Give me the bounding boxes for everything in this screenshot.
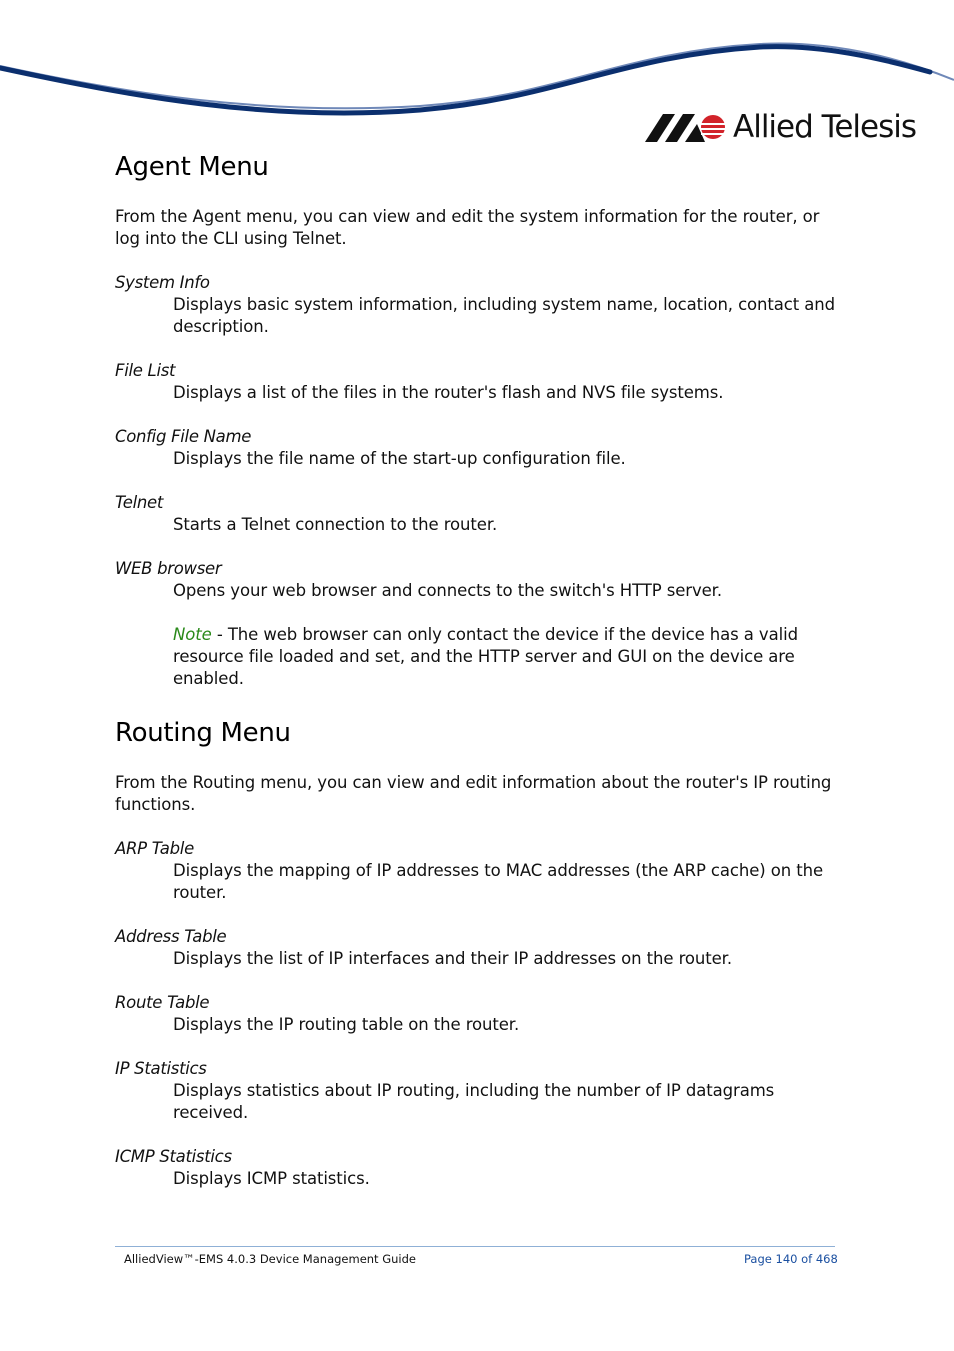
footer-doc-title: AlliedView™-EMS 4.0.3 Device Management Guide	[124, 1252, 416, 1266]
definition-item	[115, 360, 845, 404]
routing-menu-heading: Routing Menu	[115, 718, 291, 748]
definition-term: File List	[115, 361, 176, 380]
definition-item	[115, 426, 845, 470]
definition-term: System Info	[115, 273, 210, 292]
agent-menu-heading: Agent Menu	[115, 152, 269, 182]
page-content	[115, 150, 845, 1190]
definition-item	[115, 272, 845, 338]
definition-term: Config File Name	[115, 427, 252, 446]
definition-desc: Starts a Telnet connection to the router.	[173, 515, 498, 534]
definition-term: Route Table	[115, 993, 210, 1012]
definition-item	[115, 1146, 845, 1190]
definition-item	[115, 926, 845, 970]
definition-desc: Displays a list of the files in the router's flash and NVS file systems.	[173, 383, 724, 402]
definition-desc: Displays ICMP statistics.	[173, 1169, 370, 1188]
definition-desc: Displays the list of IP interfaces and their IP addresses on the router.	[173, 949, 732, 968]
definition-term: IP Statistics	[115, 1059, 207, 1078]
note-label: Note	[173, 625, 212, 644]
definition-term: Address Table	[115, 927, 227, 946]
routing-menu-section	[115, 716, 845, 1190]
logo-text: Allied Telesis	[733, 109, 916, 145]
logo-mark-icon	[645, 114, 727, 142]
definition-term: ARP Table	[115, 839, 194, 858]
definition-desc: Opens your web browser and connects to the switch's HTTP server.	[173, 581, 723, 600]
definition-desc: Displays basic system information, including system name, location, contact and description.	[173, 295, 836, 336]
definition-term: Telnet	[115, 493, 164, 512]
agent-menu-intro: From the Agent menu, you can view and edit the system information for the router, or log into the CLI using Telnet.	[115, 207, 820, 248]
definition-desc: Displays the mapping of IP addresses to MAC addresses (the ARP cache) on the router.	[173, 861, 824, 902]
definition-desc: Displays the file name of the start-up configuration file.	[173, 449, 626, 468]
definition-item	[115, 1058, 845, 1124]
note-paragraph	[115, 624, 845, 690]
footer-divider	[115, 1246, 835, 1247]
routing-menu-intro: From the Routing menu, you can view and edit information about the router's IP routing functions.	[115, 773, 832, 814]
definition-item	[115, 838, 845, 904]
definition-item	[115, 558, 845, 602]
definition-desc: Displays statistics about IP routing, including the number of IP datagrams received.	[173, 1081, 775, 1122]
definition-item	[115, 992, 845, 1036]
allied-telesis-logo	[645, 108, 916, 148]
note-text: - The web browser can only contact the device if the device has a valid resource file loaded and set, and the HTTP server and GUI on the device are enabled.	[173, 625, 798, 688]
definition-term: ICMP Statistics	[115, 1147, 232, 1166]
definition-term: WEB browser	[115, 559, 222, 578]
definition-desc: Displays the IP routing table on the router.	[173, 1015, 520, 1034]
definition-item	[115, 492, 845, 536]
footer-page-number: Page 140 of 468	[744, 1252, 838, 1266]
